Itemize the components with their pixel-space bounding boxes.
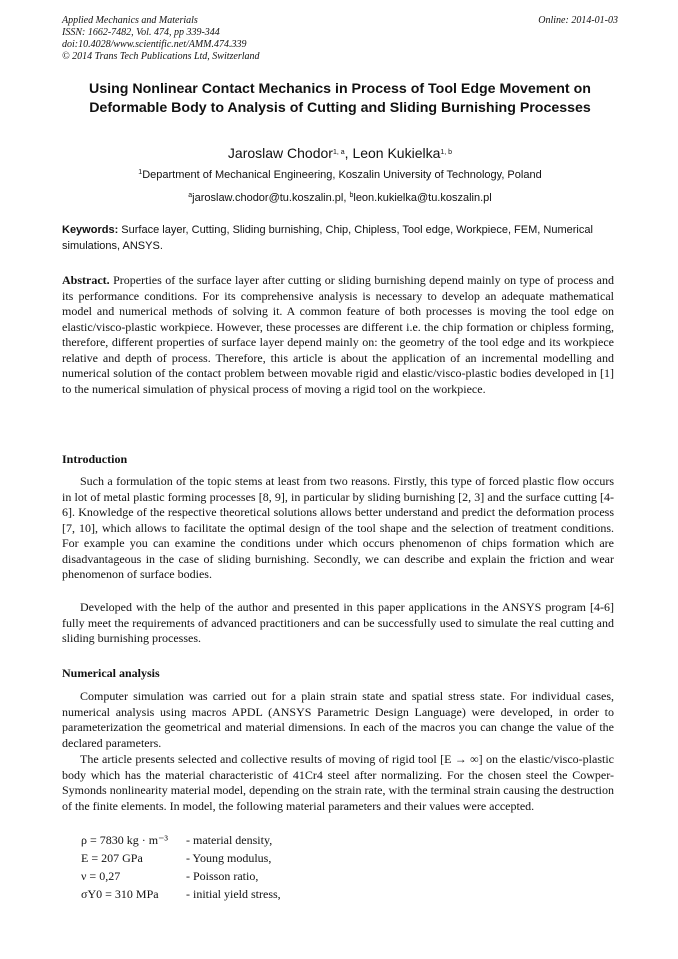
author-name: Leon Kukielka	[352, 145, 441, 161]
email-link[interactable]: jaroslaw.chodor@tu.koszalin.pl,	[192, 192, 350, 204]
author-separator: ,	[344, 145, 353, 161]
abstract-label: Abstract.	[62, 273, 110, 287]
copyright-line: © 2014 Trans Tech Publications Ltd, Switzerland	[62, 51, 260, 62]
paragraph: Developed with the help of the author and presented in this paper applications in the ANSYS program [4-6] fully meet the requirements of advanced practitioners and can be successfully used to simulate the real cutting and sliding burnishing processes.	[62, 600, 614, 646]
parameter-expression: E = 207 GPa	[81, 850, 143, 865]
author-emails	[62, 191, 618, 205]
paragraph: Such a formulation of the topic stems at least from two reasons. Firstly, this type of forced plastic flow occurs in lot of metal plastic forming processes [8, 9], in particular by sliding burnishing [2, 3] and the surface cutting [4-6]. Knowledge of the respective theoretical solutions allows better understand and predict the deformation process [7, 10], which allows to facilitate the optimal design of the tool shape and the selection of treatment conditions. For example you can examine the conditions under which occurs phenomenon of chips formation which are disadvantageous in the case of sliding burnishing. Secondly, we can describe and explain the friction and wear phenomenon of surface bodies.	[62, 474, 614, 582]
online-date: Online: 2014-01-03	[538, 15, 618, 26]
parameter-row	[81, 849, 481, 867]
author-superscript: 1, b	[440, 149, 453, 156]
parameter-description: - material density,	[186, 832, 273, 847]
paragraph: Computer simulation was carried out for a plain strain state and spatial stress state. For individual cases, numerical analysis using macros APDL (ANSYS Parametric Design Language) were developed, in order to parameterization the geometrical and material dimensions. In each of the macros you can change the value of the declared parameters.	[62, 689, 614, 750]
email-link[interactable]: leon.kukielka@tu.koszalin.pl	[353, 192, 492, 204]
paper-title: Using Nonlinear Contact Mechanics in Process of Tool Edge Movement on Deformable Body to Analysis of Cutting and Sliding Burnishing Processes	[89, 81, 591, 116]
parameter-expression: σY0 = 310 MPa	[81, 886, 159, 901]
abstract	[62, 273, 614, 397]
parameter-row	[81, 885, 481, 903]
affiliation-superscript: 1	[138, 169, 143, 176]
section-heading-introduction: Introduction	[62, 452, 128, 466]
keywords-text: Surface layer, Cutting, Sliding burnishing, Chip, Chipless, Tool edge, Workpiece, FEM, Numerical simulations, ANSYS.	[62, 224, 593, 252]
journal-name: Applied Mechanics and Materials	[62, 15, 198, 26]
affiliation	[62, 168, 618, 182]
section-heading-numerical-analysis: Numerical analysis	[62, 666, 160, 680]
material-parameters-list	[81, 831, 481, 903]
parameter-description: - Young modulus,	[186, 850, 272, 865]
issn-line: ISSN: 1662-7482, Vol. 474, pp 339-344	[62, 27, 220, 38]
email-superscript: b	[349, 192, 354, 199]
keywords	[62, 222, 614, 254]
parameter-expression: ν = 0,27	[81, 868, 121, 883]
parameter-row	[81, 831, 481, 849]
doi-line: doi:10.4028/www.scientific.net/AMM.474.339	[62, 39, 247, 50]
parameter-row	[81, 867, 481, 885]
abstract-text: Properties of the surface layer after cutting or sliding burnishing depend mainly on type of process and its performance conditions. For its comprehensive analysis is necessary to develop an adequate mathematical model and numerical methods of solving it. A common feature of both processes is moving the tool edge on elastic/visco-plastic workpiece. However, these processes are different i.e. the chip formation or chipless forming, therefore, different properties of surface layer depend mainly on: the geometry of the tool edge and its workpiece relative and depth of process. Therefore, this article is about the application of an incremental modelling and numerical solution of the contact problem between movable rigid and elastic/visco-plastic bodies developed in [1] to the numerical simulation of physical process of moving a rigid tool on the workpiece.	[62, 273, 614, 396]
email-superscript: a	[188, 192, 193, 199]
author-list	[62, 144, 618, 162]
parameter-expression: ρ = 7830 kg · m⁻³	[81, 832, 169, 847]
keywords-label: Keywords:	[62, 224, 119, 236]
author-name: Jaroslaw Chodor	[227, 145, 333, 161]
journal-header	[62, 15, 618, 63]
affiliation-text: Department of Mechanical Engineering, Koszalin University of Technology, Poland	[142, 169, 542, 181]
paragraph: The article presents selected and collective results of moving of rigid tool [E → ∞] on the elastic/visco-plastic body which has the material characteristic of 41Cr4 steel after normalizing. For the chosen steel the Cowper-Symonds nonlinearity material model, depending on the strain rate, with the terminal strain causing the destruction of the finite elements. In model, the following material parameters and their values were accepted.	[62, 752, 614, 813]
parameter-description: - initial yield stress,	[186, 886, 281, 901]
author-superscript: 1, a	[332, 149, 345, 156]
parameter-description: - Poisson ratio,	[186, 868, 259, 883]
